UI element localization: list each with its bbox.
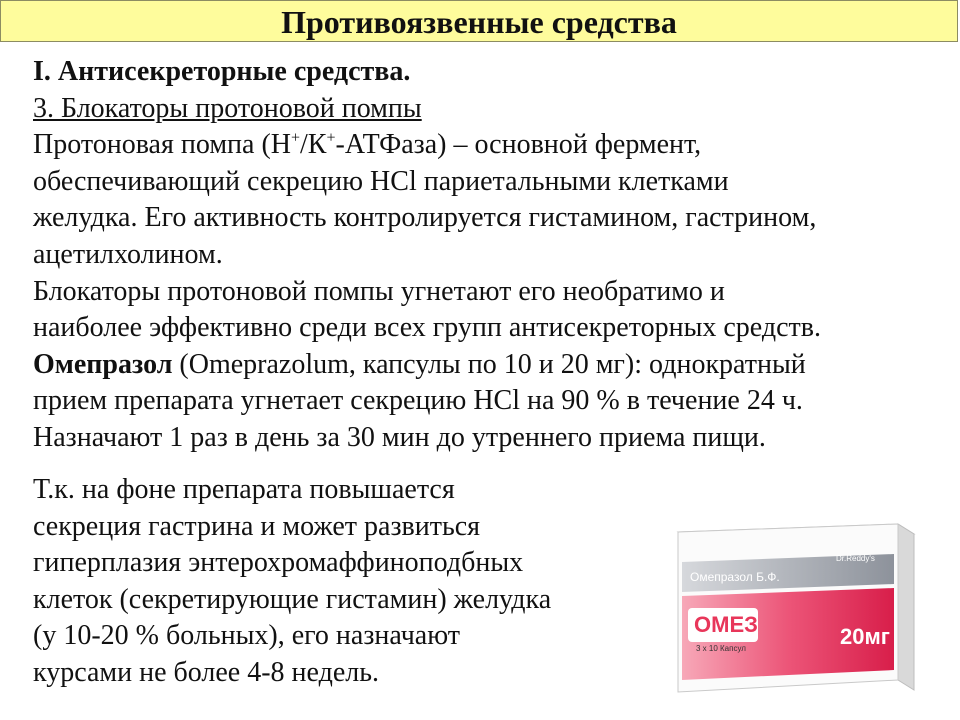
paragraph1-line4: ацетилхолином.: [33, 238, 223, 270]
paragraph3-line2: прием препарата угнетает секрецию HCl на 90 % в течение 24 ч.: [33, 385, 803, 417]
p1-sup1: +: [291, 129, 301, 147]
slide-title: Противоязвенные средства: [0, 0, 958, 42]
paragraph1-line1: [33, 127, 948, 164]
paragraph3-line1: [33, 347, 948, 384]
paragraph2-line2: наиболее эффективно среди всех групп антисекреторных средств.: [33, 312, 821, 344]
paragraph1-line3: желудка. Его активность контролируется гистамином, гастрином,: [33, 202, 817, 234]
paragraph1-line2: обеспечивающий секрецию HCl париетальными клетками: [33, 165, 729, 197]
p1-mid: /К: [300, 129, 327, 161]
section-subheading: 3. Блокаторы протоновой помпы: [33, 92, 422, 124]
paragraph4: [33, 472, 643, 692]
omez-medicine-box-image: [668, 520, 918, 700]
p4-line: Т.к. на фоне препарата повышается: [33, 474, 455, 505]
box-brand: Dr.Reddy's: [836, 554, 875, 563]
p4-line: курсами не более 4-8 недель.: [33, 656, 380, 688]
medicine-box-illustration: [668, 520, 918, 700]
drug-name: Омепразол: [33, 348, 173, 380]
box-pack-size: 3 x 10 Капсул: [696, 644, 746, 653]
p4-line: гиперплазия энтерохромаффиноподбных: [33, 547, 524, 579]
p4-line: (у 10-20 % больных), его назначают: [33, 620, 460, 652]
main-text: [33, 54, 948, 457]
section-heading: I. Антисекреторные средства.: [33, 56, 411, 87]
p1-suffix: -АТФаза) – основной фермент,: [335, 129, 702, 161]
p4-line: клеток (секретирующие гистамин) желудка: [33, 583, 552, 615]
box-generic-label: Омепразол Б.Ф.: [690, 570, 780, 584]
box-product-name: ОМЕЗ: [694, 612, 758, 637]
paragraph3-line3: Назначают 1 раз в день за 30 мин до утреннего приема пищи.: [33, 421, 766, 453]
p1-prefix: Протоновая помпа (Н: [33, 129, 291, 161]
p4-line: секреция гастрина и может развиться: [33, 510, 481, 542]
p1-sup2: +: [326, 129, 336, 147]
paragraph2-line1: Блокаторы протоновой помпы угнетают его необратимо и: [33, 275, 725, 307]
p3-line1-rest: (Omeprazolum, капсулы по 10 и 20 мг): однократный: [172, 348, 806, 380]
box-dose: 20мг: [840, 624, 890, 649]
